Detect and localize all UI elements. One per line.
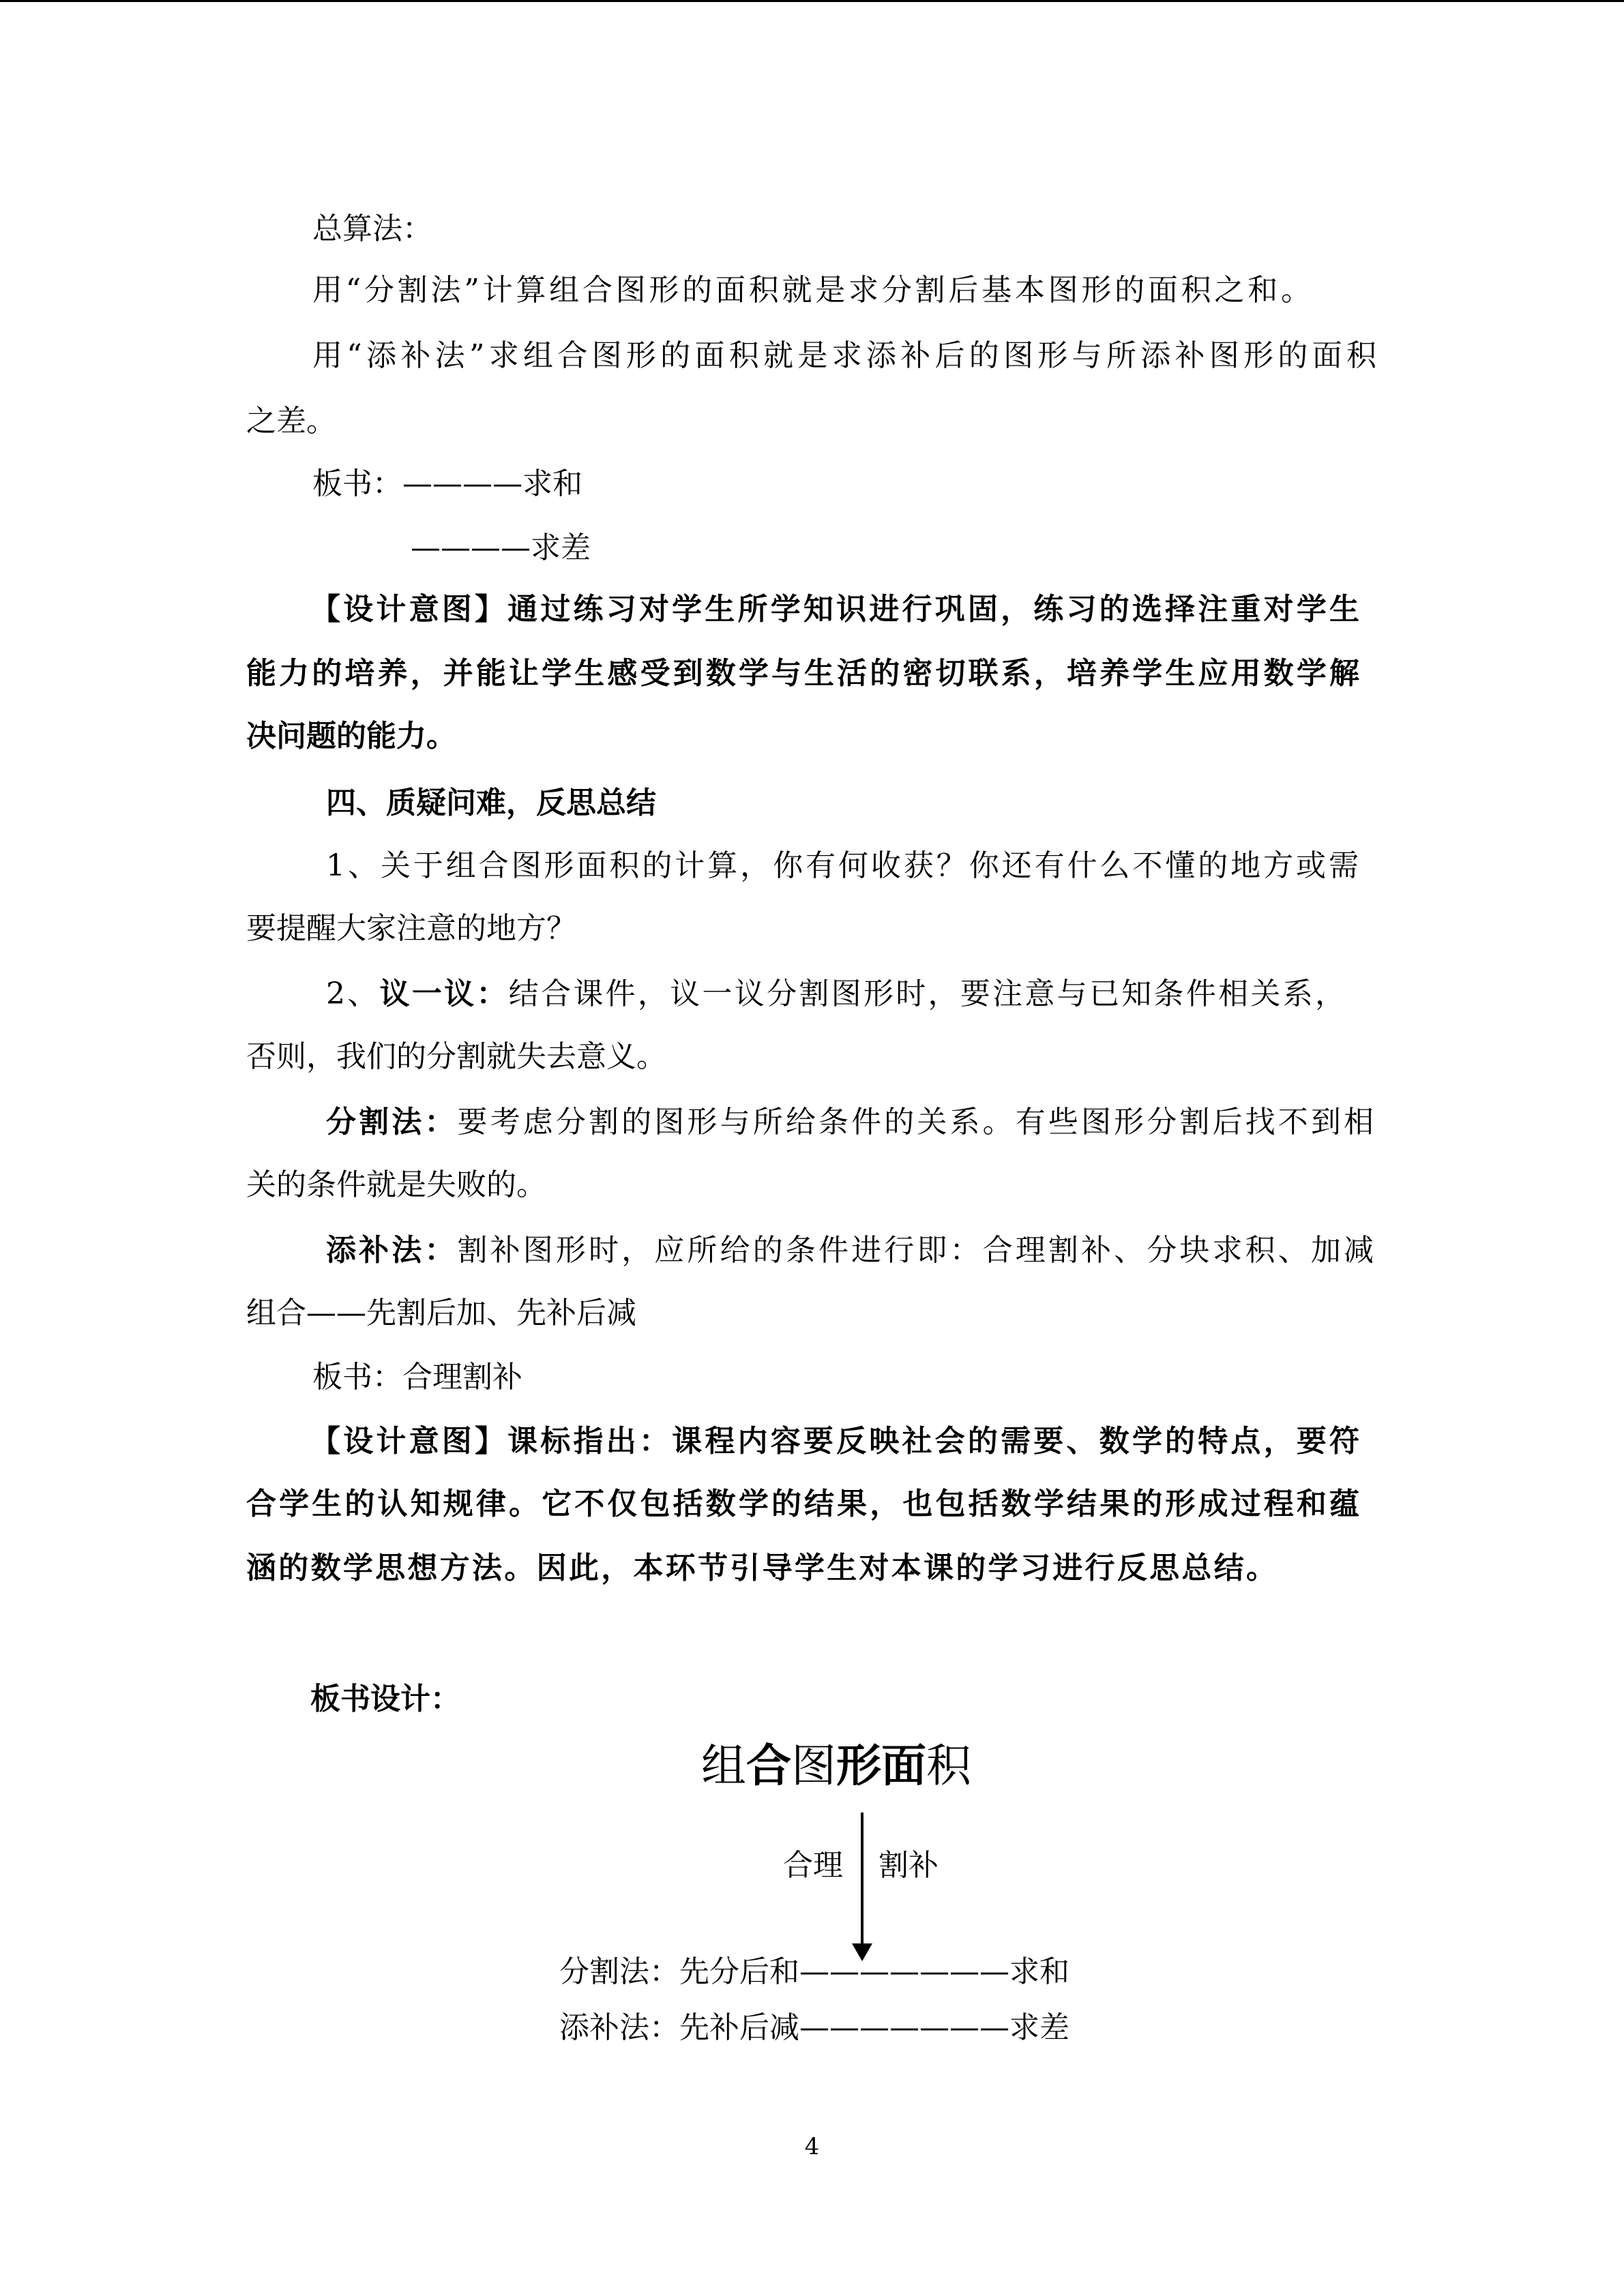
fill-method-line-b: 组合——先割后加、先补后减 — [246, 1296, 636, 1330]
summary-line-2a: 用“添补法”求组合图形的面积就是求添补后的图形与所添补图形的面积 — [312, 338, 1376, 373]
summary-line-1: 用“分割法”计算组合图形的面积就是求分割后基本图形的面积之和。 — [312, 273, 1311, 308]
section-four-q1b: 要提醒大家注意的地方？ — [246, 911, 576, 946]
down-arrow-shaft — [861, 1813, 863, 1949]
design-intent-1-line-1: 【设计意图】通过练习对学生所学知识进行巩固，练习的选择注重对学生 — [310, 592, 1360, 627]
design-intent-1-line-2: 能力的培养，并能让学生感受到数学与生活的密切联系，培养学生应用数学解 — [246, 656, 1359, 691]
split-method-line-a: 分割法：要考虑分割的图形与所给条件的关系。有些图形分割后找不到相 — [326, 1105, 1374, 1139]
page-number: 4 — [804, 2133, 820, 2160]
design-intent-2-line-3: 涵的数学思想方法。因此，本环节引导学生对本课的学习进行反思总结。 — [246, 1551, 1276, 1585]
design-intent-1-label: 【设计意图】 — [310, 592, 508, 627]
board-design-heading: 板书设计： — [310, 1682, 460, 1716]
section-four-q2a: 2、议一议：结合课件，议一议分割图形时，要注意与已知条件相关系， — [326, 976, 1346, 1011]
discussion-label: 议一议： — [379, 976, 509, 1011]
board-diagram-title: 组合图形面积 — [701, 1740, 971, 1792]
fill-method-label: 添补法： — [326, 1233, 458, 1268]
split-method-label: 分割法： — [326, 1105, 458, 1139]
split-method-line-b: 关的条件就是失败的。 — [246, 1167, 546, 1202]
arrow-label-left: 合理 — [783, 1848, 843, 1883]
summary-board-2: ————求差 — [411, 531, 591, 565]
design-intent-2-line-1: 【设计意图】课标指出：课程内容要反映社会的需要、数学的特点，要符 — [310, 1424, 1360, 1459]
board-row-split: 分割法：先分后和———————求和 — [559, 1954, 1069, 1989]
top-border-line — [0, 0, 1624, 2]
arrow-label-right: 割补 — [879, 1848, 939, 1883]
design-intent-2-label: 【设计意图】 — [310, 1424, 508, 1459]
design-intent-2-line-2: 合学生的认知规律。它不仅包括数学的结果，也包括数学结果的形成过程和蕴 — [246, 1487, 1359, 1521]
section-four-q1a: 1、关于组合图形面积的计算，你有何收获？你还有什么不懂的地方或需 — [326, 848, 1359, 883]
section-four-q2b: 否则，我们的分割就失去意义。 — [246, 1039, 666, 1074]
summary-line-2b: 之差。 — [246, 404, 336, 438]
section-four-heading: 四、质疑问难，反思总结 — [326, 786, 656, 820]
section-four-board: 板书：合理割补 — [312, 1360, 522, 1395]
design-intent-1-line-3: 决问题的能力。 — [246, 719, 456, 754]
board-row-fill: 添补法：先补后减———————求差 — [559, 2010, 1069, 2045]
fill-method-line-a: 添补法：割补图形时，应所给的条件进行即：合理割补、分块求积、加减 — [326, 1233, 1374, 1268]
summary-heading: 总算法： — [312, 211, 432, 246]
summary-board-1: 板书：————求和 — [312, 466, 582, 501]
